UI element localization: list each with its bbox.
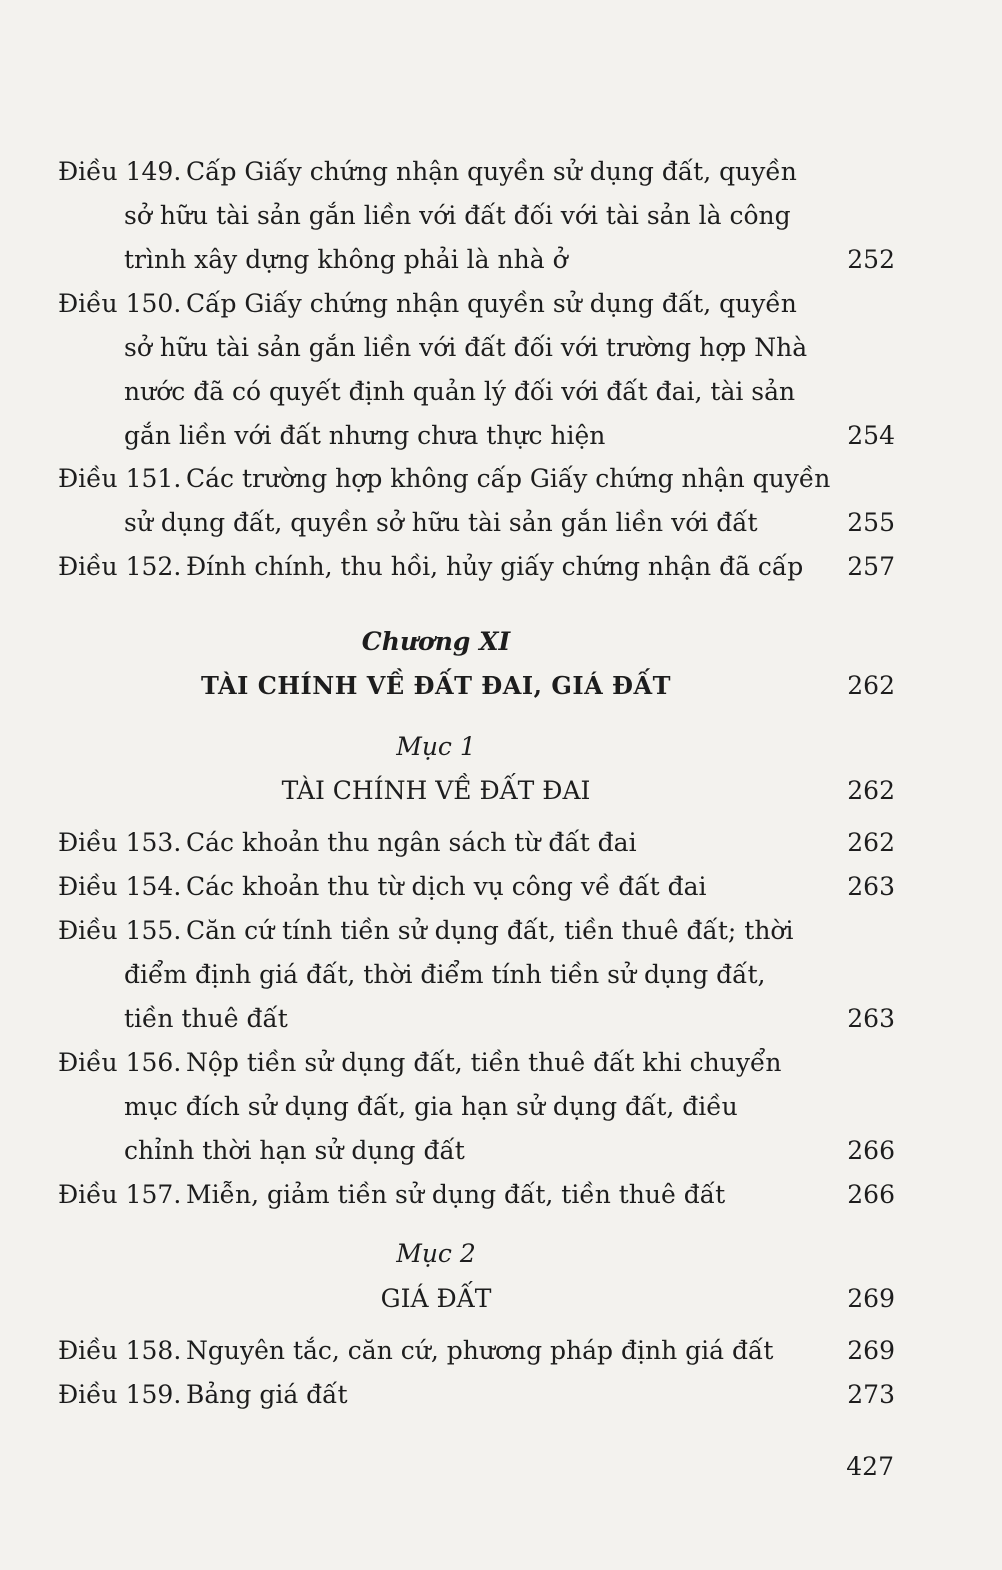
entry-title: Nộp tiền sử dụng đất, tiền thuê đất khi chuyển [186,1048,782,1077]
page-number: 266 [847,1180,895,1209]
page-number: 266 [847,1136,895,1165]
entry-title: Các khoản thu từ dịch vụ công về đất đai [186,872,707,901]
chapter-label-row [0,620,1002,664]
entry-title: Cấp Giấy chứng nhận quyền sử dụng đất, quyền [186,289,797,318]
page-number: 273 [847,1380,895,1409]
entry-label: Điều 152. [58,552,182,581]
toc-entry-154 [0,865,1002,909]
toc-entry-152 [0,545,1002,589]
toc-entry-158 [0,1329,1002,1373]
section-title-row [0,1277,1002,1321]
folio-page-number: 427 [846,1452,894,1481]
page-number: 262 [847,828,895,857]
page-number: 263 [847,872,895,901]
page-number: 262 [847,776,895,805]
entry-title: Căn cứ tính tiền sử dụng đất, tiền thuê đất; thời [186,916,794,945]
toc-entry-151-line2 [0,501,1002,545]
toc-entry-155-line2 [0,953,1002,997]
entry-label: Điều 149. [58,157,182,186]
toc-entry-157 [0,1173,1002,1217]
entry-title-cont: điểm định giá đất, thời điểm tính tiền sử dụng đất, [124,960,766,989]
chapter-label: Chương XI [361,627,511,656]
page-number: 255 [847,508,895,537]
chapter-title: TÀI CHÍNH VỀ ĐẤT ĐAI, GIÁ ĐẤT [201,671,671,700]
toc-entry-149-line3 [0,238,1002,282]
entry-label: Điều 158. [58,1336,182,1365]
entry-label: Điều 159. [58,1380,182,1409]
page-number: 269 [847,1336,895,1365]
entry-title: Các trường hợp không cấp Giấy chứng nhận quyền [186,464,831,493]
section-title-row [0,769,1002,813]
toc-entry-150-line2 [0,326,1002,370]
chapter-title-row [0,664,1002,708]
section-label-row [0,725,1002,769]
page-number: 257 [847,552,895,581]
page-number: 254 [847,421,895,450]
entry-title-cont: chỉnh thời hạn sử dụng đất [124,1136,465,1165]
toc-entry-149 [0,150,1002,194]
toc-entry-150-line4 [0,414,1002,458]
entry-title-cont: sở hữu tài sản gắn liền với đất đối với trường hợp Nhà [124,333,808,362]
entry-label: Điều 157. [58,1180,182,1209]
toc-entry-153 [0,821,1002,865]
entry-title: Cấp Giấy chứng nhận quyền sử dụng đất, quyền [186,157,797,186]
entry-title: Các khoản thu ngân sách từ đất đai [186,828,637,857]
entry-title-cont: mục đích sử dụng đất, gia hạn sử dụng đất, điều [124,1092,738,1121]
entry-label: Điều 151. [58,464,182,493]
toc-entry-156-line2 [0,1085,1002,1129]
page-number: 269 [847,1284,895,1313]
toc-entry-149-line2 [0,194,1002,238]
toc-entry-155 [0,909,1002,953]
entry-label: Điều 154. [58,872,182,901]
entry-label: Điều 153. [58,828,182,857]
page-number: 252 [847,245,895,274]
entry-title: Miễn, giảm tiền sử dụng đất, tiền thuê đất [186,1180,726,1209]
toc-entry-159 [0,1373,1002,1417]
page-number: 262 [847,671,895,700]
toc-entry-155-line3 [0,997,1002,1041]
section-title: GIÁ ĐẤT [380,1284,492,1313]
toc-entry-151 [0,457,1002,501]
entry-title-cont: nước đã có quyết định quản lý đối với đất đai, tài sản [124,377,796,406]
toc-entry-150 [0,282,1002,326]
entry-title: Bảng giá đất [186,1380,348,1409]
entry-title: Nguyên tắc, căn cứ, phương pháp định giá đất [186,1336,774,1365]
section-label-row [0,1232,1002,1276]
entry-label: Điều 155. [58,916,182,945]
section-title: TÀI CHÍNH VỀ ĐẤT ĐAI [281,776,591,805]
entry-title-cont: trình xây dựng không phải là nhà ở [124,245,568,274]
section-label: Mục 2 [396,1239,476,1268]
entry-title-cont: sở hữu tài sản gắn liền với đất đối với tài sản là công [124,201,791,230]
toc-entry-156 [0,1041,1002,1085]
entry-title-cont: gắn liền với đất nhưng chưa thực hiện [124,421,606,450]
entry-title: Đính chính, thu hồi, hủy giấy chứng nhận đã cấp [186,552,804,581]
toc-entry-150-line3 [0,370,1002,414]
page-number: 263 [847,1004,895,1033]
entry-title-cont: sử dụng đất, quyền sở hữu tài sản gắn liền với đất [124,508,758,537]
entry-label: Điều 150. [58,289,182,318]
entry-title-cont: tiền thuê đất [124,1004,288,1033]
toc-entry-156-line3 [0,1129,1002,1173]
entry-label: Điều 156. [58,1048,182,1077]
section-label: Mục 1 [396,732,476,761]
